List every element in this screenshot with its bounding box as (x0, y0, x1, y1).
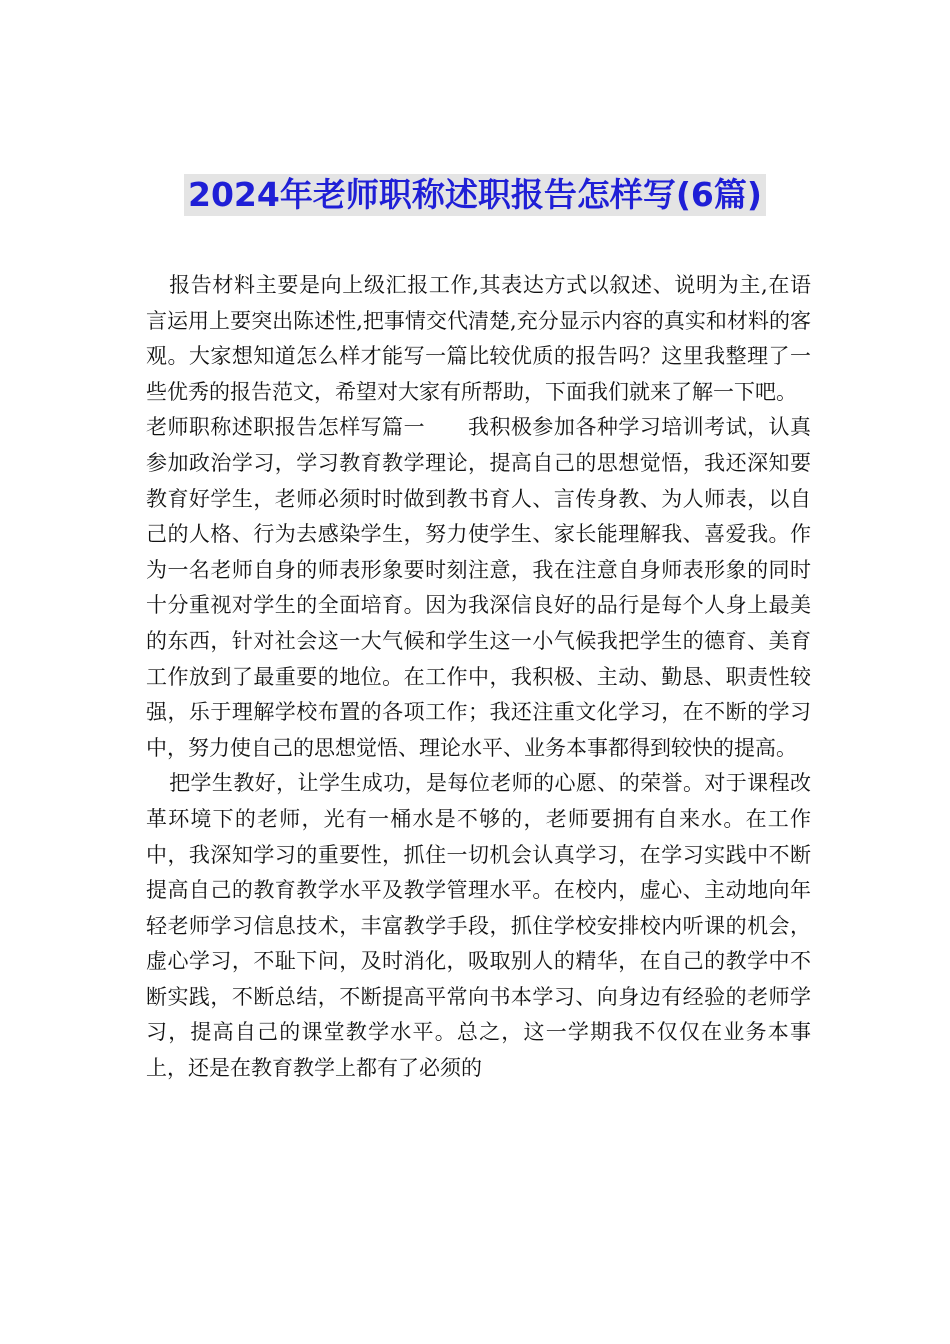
section-1-paragraph-2: 把学生教好，让学生成功，是每位老师的心愿、的荣誉。对于课程改革环境下的老师，光有一桶水是不够的，老师要拥有自来水。在工作中，我深知学习的重要性，抓住一切机会认真学习，在学习实践中不断提高自己的教育教学水平及教学管理水平。在校内，虚心、主动地向年轻老师学习信息技术，丰富教学手段，抓住学校安排校内听课的机会，虚心学习，不耻下问，及时消化，吸取别人的精华，在自己的教学中不断实践，不断总结，不断提高平常向书本学习、向身边有经验的老师学习，提高自己的课堂教学水平。总之，这一学期我不仅仅在业务本事上，还是在教育教学上都有了必须的 (146, 771, 811, 1081)
section-1-paragraph-1 (146, 410, 811, 766)
intro-paragraph: 报告材料主要是向上级汇报工作,其表达方式以叙述、说明为主,在语言运用上要突出陈述性,把事情交代清楚,充分显示内容的真实和材料的客观。大家想知道怎么样才能写一篇比较优质的报告吗？这里我整理了一些优秀的报告范文，希望对大家有所帮助，下面我们就来了解一下吧。 (146, 273, 811, 404)
section-1-paragraph-1-text: 我积极参加各种学习培训考试，认真参加政治学习，学习教育教学理论，提高自己的思想觉悟，我还深知要教育好学生，老师必须时时做到教书育人、言传身教、为人师表，以自己的人格、行为去感染学生，努力使学生、家长能理解我、喜爱我。作为一名老师自身的师表形象要时刻注意，我在注意自身师表形象的同时十分重视对学生的全面培育。因为我深信良好的品行是每个人身上最美的东西，针对社会这一大气候和学生这一小气候我把学生的德育、美育工作放到了最重要的地位。在工作中，我积极、主动、勤恳、职责性较强，乐于理解学校布置的各项工作；我还注重文化学习，在不断的学习中，努力使自己的思想觉悟、理论水平、业务本事都得到较快的提高。 (146, 415, 812, 760)
document-title: 2024年老师职称述职报告怎样写(6篇) (184, 174, 766, 216)
section-1-heading: 老师职称述职报告怎样写篇一 (146, 415, 426, 440)
section-spacer (425, 415, 468, 439)
document-body (146, 268, 811, 1087)
title-container (0, 174, 950, 216)
